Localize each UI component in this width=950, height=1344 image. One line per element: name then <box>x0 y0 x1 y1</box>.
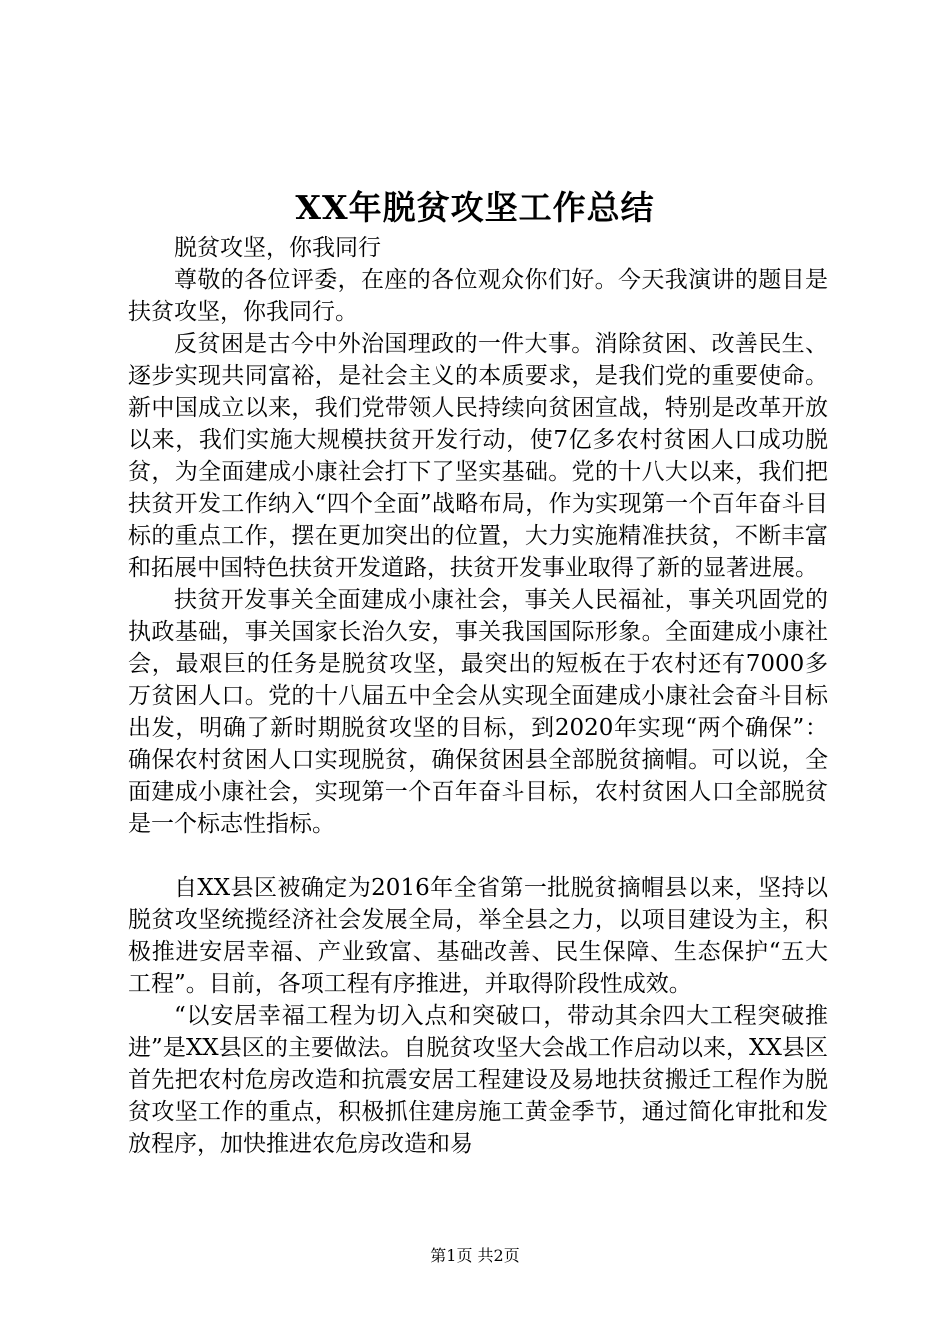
paragraph-housing-project: “以安居幸福工程为切入点和突破口，带动其余四大工程突破推进”是XX县区的主要做法。自脱贫攻坚大会战工作启动以来，XX县区首先把农村危房改造和抗震安居工程建设及易地扶贫搬迁工程作为脱贫攻坚工作的重点，积极抓住建房施工黄金季节，通过简化审批和发放程序，加快推进农危房改造和易 <box>128 1003 828 1157</box>
paragraph-county-progress: 自XX县区被确定为2016年全省第一批脱贫摘帽县以来，坚持以脱贫攻坚统揽经济社会发展全局，举全县之力，以项目建设为主，积极推进安居幸福、产业致富、基础改善、民生保障、生态保护“五大工程”。目前，各项工程有序推进，并取得阶段性成效。 <box>128 875 828 997</box>
paragraph-subtitle: 脱贫攻坚，你我同行 <box>174 235 381 261</box>
paragraph-greeting: 尊敬的各位评委，在座的各位观众你们好。今天我演讲的题目是扶贫攻坚，你我同行。 <box>128 267 828 325</box>
document-body <box>128 232 828 1160</box>
document-title: XX年脱贫攻坚工作总结 <box>295 188 655 227</box>
page-number-footer: 第1页 共2页 <box>430 1246 520 1265</box>
paragraph-anti-poverty: 反贫困是古今中外治国理政的一件大事。消除贫困、改善民生、逐步实现共同富裕，是社会主义的本质要求，是我们党的重要使命。新中国成立以来，我们党带领人民持续向贫困宣战，特别是改革开放以来，我们实施大规模扶贫开发行动，使7亿多农村贫困人口成功脱贫，为全面建成小康社会打下了坚实基础。党的十八大以来，我们把扶贫开发工作纳入“四个全面”战略布局，作为实现第一个百年奋斗目标的重点工作，摆在更加突出的位置，大力实施精准扶贫，不断丰富和拓展中国特色扶贫开发道路，扶贫开发事业取得了新的显著进展。 <box>128 331 828 581</box>
paragraph-poverty-alleviation: 扶贫开发事关全面建成小康社会，事关人民福祉，事关巩固党的执政基础，事关国家长治久安，事关我国国际形象。全面建成小康社会，最艰巨的任务是脱贫攻坚，最突出的短板在于农村还有7000多万贫困人口。党的十八届五中全会从实现全面建成小康社会奋斗目标出发，明确了新时期脱贫攻坚的目标，到2020年实现“两个确保”：确保农村贫困人口实现脱贫，确保贫困县全部脱贫摘帽。可以说，全面建成小康社会，实现第一个百年奋斗目标，农村贫困人口全部脱贫是一个标志性指标。 <box>128 587 828 837</box>
paragraph-spacer <box>128 840 828 872</box>
